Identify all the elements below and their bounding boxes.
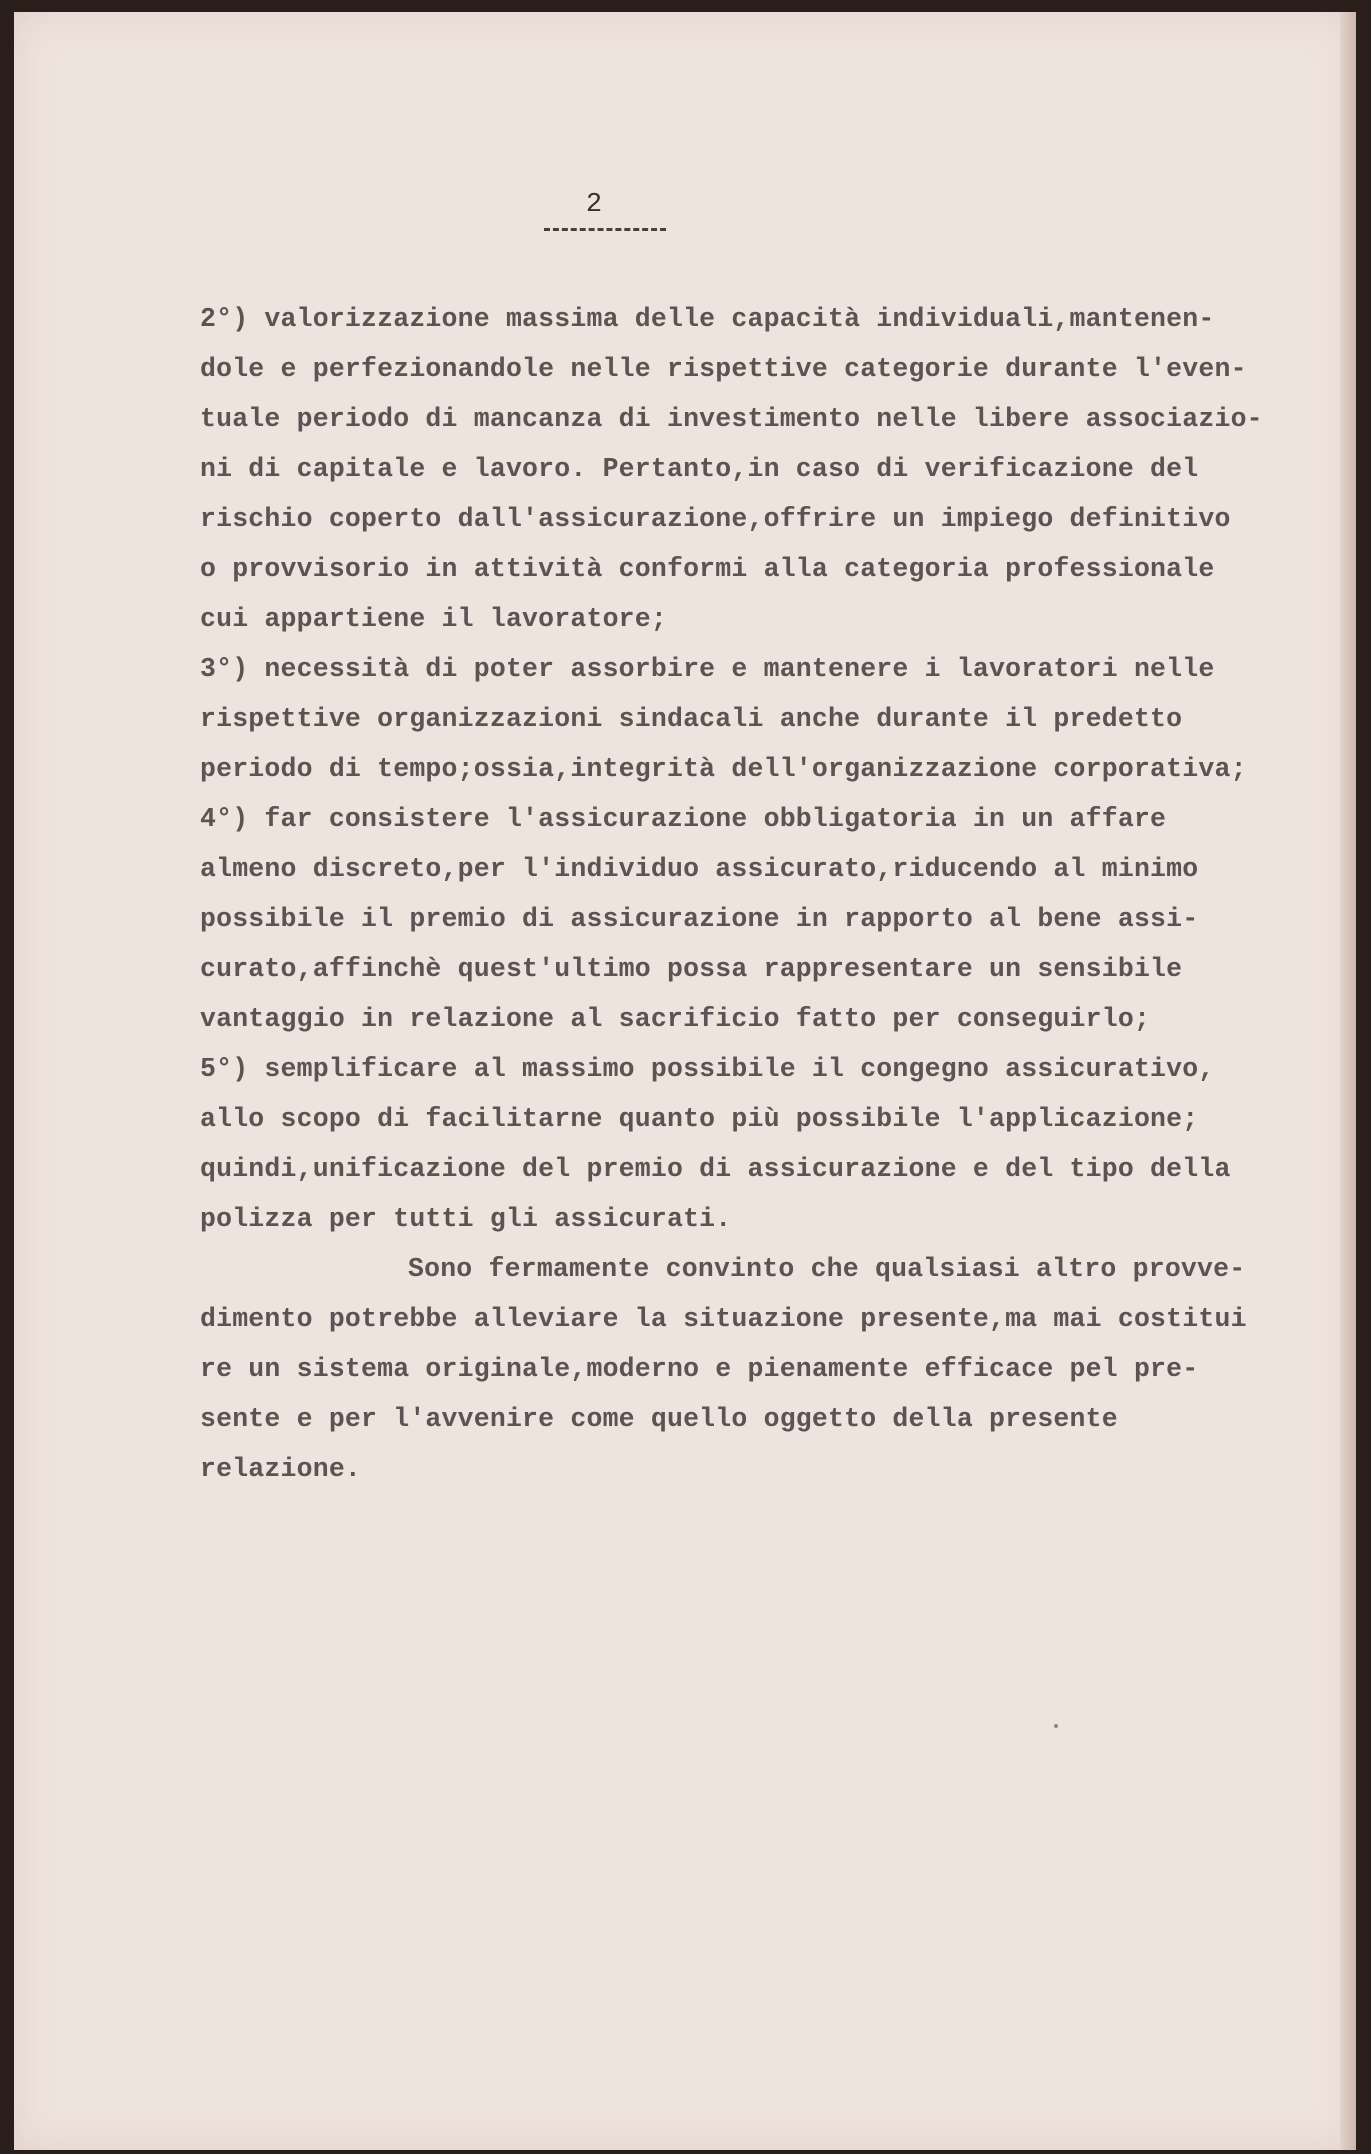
- text-line: sente e per l'avvenire come quello oggetto della presente: [200, 1404, 1118, 1434]
- text-line: allo scopo di facilitarne quanto più possibile l'applicazione;: [200, 1104, 1199, 1134]
- text-line: cui appartiene il lavoratore;: [200, 604, 667, 634]
- text-line: dimento potrebbe alleviare la situazione presente,ma mai costitui: [200, 1304, 1247, 1334]
- text-line: vantaggio in relazione al sacrificio fatto per conseguirlo;: [200, 1004, 1151, 1034]
- text-line: 5°) semplificare al massimo possibile il congegno assicurativo,: [200, 1054, 1215, 1084]
- text-line: possibile il premio di assicurazione in rapporto al bene assi-: [200, 904, 1199, 934]
- text-line: 3°) necessità di poter assorbire e mantenere i lavoratori nelle: [200, 654, 1215, 684]
- text-line: curato,affinchè quest'ultimo possa rappresentare un sensibile: [200, 954, 1183, 984]
- text-line: relazione.: [200, 1454, 362, 1484]
- typewritten-page: [14, 12, 1356, 2150]
- page-edge: [1340, 12, 1356, 2150]
- text-line: ni di capitale e lavoro. Pertanto,in caso di verificazione del: [200, 454, 1199, 484]
- page-number: 2: [585, 190, 605, 220]
- text-line: rispettive organizzazioni sindacali anche durante il predetto: [200, 704, 1183, 734]
- text-line: polizza per tutti gli assicurati.: [200, 1204, 732, 1234]
- text-line: re un sistema originale,moderno e pienamente efficace pel pre-: [200, 1354, 1199, 1384]
- text-line: almeno discreto,per l'individuo assicurato,riducendo al minimo: [200, 854, 1199, 884]
- text-line: 4°) far consistere l'assicurazione obbligatoria in un affare: [200, 804, 1167, 834]
- text-line: rischio coperto dall'assicurazione,offrire un impiego definitivo: [200, 504, 1231, 534]
- text-line: Sono fermamente convinto che qualsiasi altro provve-: [408, 1254, 1246, 1284]
- text-line: 2°) valorizzazione massima delle capacità individuali,mantenen-: [200, 304, 1215, 334]
- paper-speck: [1054, 1724, 1058, 1728]
- text-line: o provvisorio in attività conformi alla categoria professionale: [200, 554, 1215, 584]
- page-number-underline: [544, 228, 666, 231]
- text-line: periodo di tempo;ossia,integrità dell'organizzazione corporativa;: [200, 754, 1247, 784]
- text-line: quindi,unificazione del premio di assicurazione e del tipo della: [200, 1154, 1231, 1184]
- text-line: tuale periodo di mancanza di investimento nelle libere associazio-: [200, 404, 1263, 434]
- text-line: dole e perfezionandole nelle rispettive categorie durante l'even-: [200, 354, 1247, 384]
